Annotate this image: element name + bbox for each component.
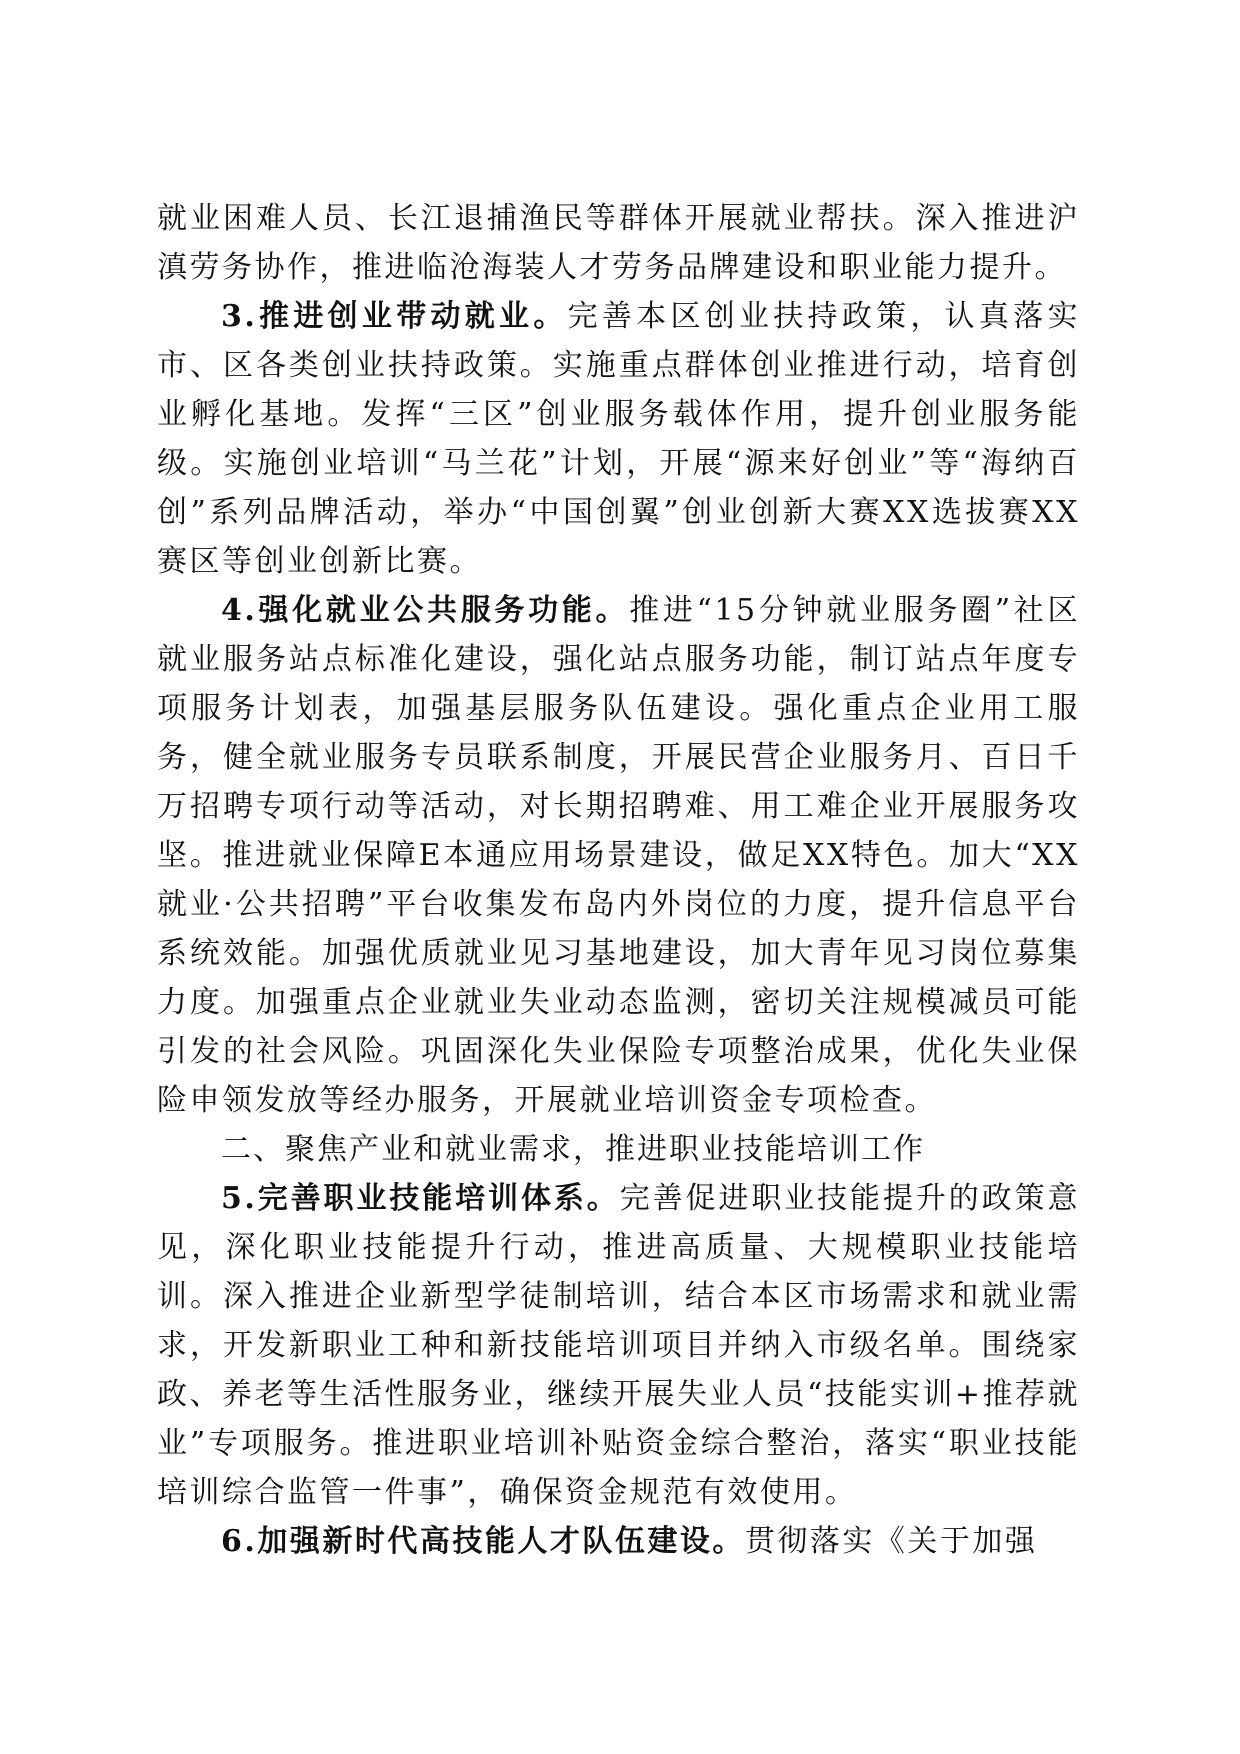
paragraph-training-system [157, 1174, 1080, 1517]
paragraph-lead: 4.强化就业公共服务功能。 [221, 593, 630, 628]
paragraph-continuation [157, 194, 1080, 292]
paragraph-text: 就业困难人员、长江退捕渔民等群体开展就业帮扶。深入推进沪滇劳务协作，推进临沧海装人才劳务品牌建设和职业能力提升。 [157, 201, 1080, 285]
paragraph-high-skill-talent [157, 1517, 1080, 1566]
paragraph-text: 完善本区创业扶持政策，认真落实市、区各类创业扶持政策。实施重点群体创业推进行动，培育创业孵化基地。发挥“三区”创业服务载体作用，提升创业服务能级。实施创业培训“马兰花”计划，开展“源来好创业”等“海纳百创”系列品牌活动，举办“中国创翼”创业创新大赛XX选拔赛XX赛区等创业创新比赛。 [157, 299, 1081, 579]
paragraph-text: 推进“15分钟就业服务圈”社区就业服务站点标准化建设，强化站点服务功能，制订站点年度专项服务计划表，加强基层服务队伍建设。强化重点企业用工服务，健全就业服务专员联系制度，开展民营企业服务月、百日千万招聘专项行动等活动，对长期招聘难、用工难企业开展服务攻坚。推进就业保障E本通应用场景建设，做足XX特色。加大“XX就业·公共招聘”平台收集发布岛内外岗位的力度，提升信息平台系统效能。加强优质就业见习基地建设，加大青年见习岗位募集力度。加强重点企业就业失业动态监测，密切关注规模减员可能引发的社会风险。巩固深化失业保险专项整治成果，优化失业保险申领发放等经办服务，开展就业培训资金专项检查。 [157, 593, 1080, 1118]
paragraph-public-service [157, 586, 1080, 1125]
paragraph-text: 贯彻落实《关于加强 [744, 1524, 1038, 1559]
paragraph-lead: 6.加强新时代高技能人才队伍建设。 [221, 1524, 745, 1559]
document-page [157, 194, 1080, 1566]
paragraph-entrepreneurship [157, 292, 1080, 586]
paragraph-lead: 3.推进创业带动就业。 [221, 299, 568, 334]
paragraph-lead: 5.完善职业技能培训体系。 [221, 1181, 620, 1216]
paragraph-text: 完善促进职业技能提升的政策意见，深化职业技能提升行动，推进高质量、大规模职业技能培训。深入推进企业新型学徒制培训，结合本区市场需求和就业需求，开发新职业工种和新技能培训项目并纳入市级名单。围绕家政、养老等生活性服务业，继续开展失业人员“技能实训+推荐就业”专项服务。推进职业培训补贴资金综合整治，落实“职业技能培训综合监管一件事”，确保资金规范有效使用。 [157, 1181, 1080, 1510]
section-heading: 二、聚焦产业和就业需求，推进职业技能培训工作 [221, 1132, 925, 1167]
